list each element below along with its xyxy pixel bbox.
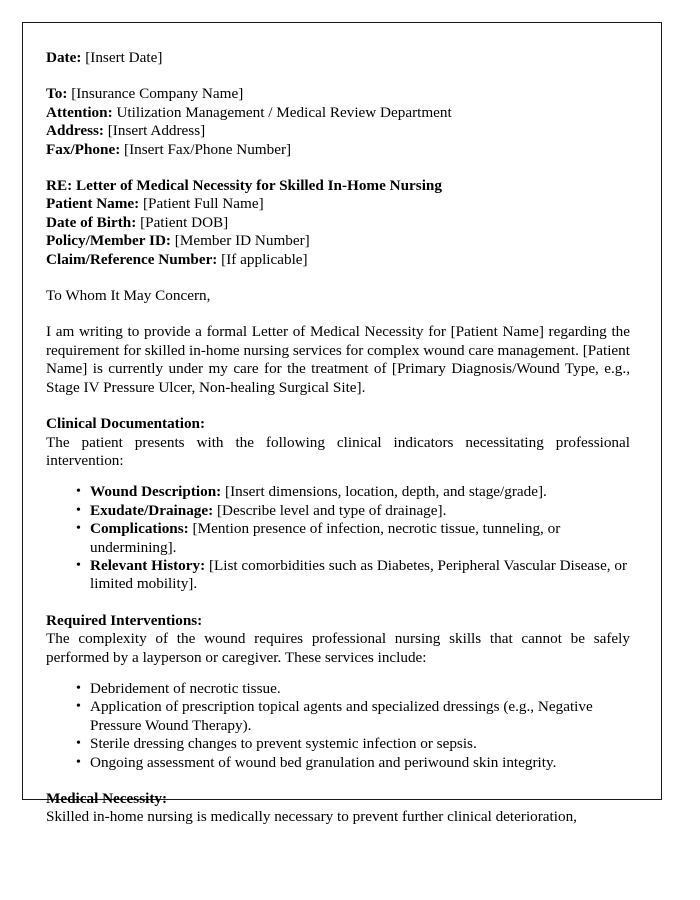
list-item — [90, 483, 630, 501]
recipient-attention-row — [46, 104, 630, 122]
list-item-lead: Relevant History: — [90, 556, 206, 574]
date-label: Date: — [46, 49, 82, 66]
spacer — [46, 470, 630, 483]
list-item-text: [Mention presence of infection, necrotic tissue, tunneling, or undermining]. — [90, 520, 561, 556]
section-intro-required-interventions: The complexity of the wound requires professional nursing skills that cannot be safely performed by a layperson or caregiver. These services include: — [46, 630, 630, 666]
patient-policy-value: [Member ID Number] — [174, 232, 310, 250]
subject-patient-block — [46, 177, 630, 269]
spacer — [46, 269, 630, 287]
clinical-indicators-list — [46, 483, 630, 593]
date-value: [Insert Date] — [85, 49, 163, 66]
patient-policy-row — [46, 232, 630, 250]
list-item-text: Application of prescription topical agents and specialized dressings (e.g., Negative Pressure Wound Therapy). — [90, 698, 593, 734]
recipient-address-row — [46, 122, 630, 140]
recipient-address-label: Address: — [46, 122, 104, 140]
list-item-text: [Describe level and type of drainage]. — [213, 501, 447, 519]
intro-paragraph: I am writing to provide a formal Letter of Medical Necessity for [Patient Name] regarding the requirement for skilled in-home nursing services for complex wound care management. [Patient Name] is currently under my care for the treatment of [Primary Diagnosis/Wound Type, e.g., Stage IV Pressure Ulcer, Non-healing Surgical Site]. — [46, 323, 630, 396]
patient-dob-row — [46, 214, 630, 232]
document-page — [22, 22, 662, 826]
recipient-faxphone-value: [Insert Fax/Phone Number] — [124, 140, 292, 158]
list-item-lead: Exudate/Drainage: — [90, 501, 214, 519]
recipient-faxphone-row — [46, 141, 630, 159]
list-item — [90, 520, 630, 557]
recipient-attention-value: Utilization Management / Medical Review Department — [116, 103, 452, 121]
list-item — [90, 735, 630, 753]
spacer — [46, 305, 630, 323]
recipient-to-row — [46, 85, 630, 103]
section-intro-clinical-documentation: The patient presents with the following clinical indicators necessitating professional intervention: — [46, 433, 630, 469]
list-item-lead: Complications: — [90, 520, 189, 538]
spacer — [46, 397, 630, 415]
recipient-address-value: [Insert Address] — [107, 122, 206, 140]
list-item — [90, 557, 630, 594]
spacer — [46, 772, 630, 790]
section-heading-clinical-documentation: Clinical Documentation: — [46, 415, 206, 433]
list-item — [90, 698, 630, 735]
recipient-attention-label: Attention: — [46, 103, 113, 121]
patient-name-label: Patient Name: — [46, 195, 140, 213]
patient-dob-value: [Patient DOB] — [140, 213, 229, 231]
list-item-text: Ongoing assessment of wound bed granulation and periwound skin integrity. — [90, 753, 557, 771]
subject-line: RE: Letter of Medical Necessity for Skilled In-Home Nursing — [46, 177, 442, 195]
patient-name-row — [46, 195, 630, 213]
list-item-lead: Wound Description: — [90, 483, 222, 501]
patient-policy-label: Policy/Member ID: — [46, 232, 171, 250]
spacer — [46, 667, 630, 680]
list-item-text: [Insert dimensions, location, depth, and stage/grade]. — [221, 483, 547, 501]
recipient-block — [46, 85, 630, 159]
section-text-medical-necessity: Skilled in-home nursing is medically necessary to prevent further clinical deterioration, — [46, 808, 577, 826]
section-heading-medical-necessity: Medical Necessity: — [46, 790, 168, 807]
patient-claim-row — [46, 251, 630, 269]
salutation: To Whom It May Concern, — [46, 287, 211, 305]
list-item-text: Debridement of necrotic tissue. — [90, 679, 281, 697]
date-field — [46, 49, 630, 67]
patient-dob-label: Date of Birth: — [46, 213, 137, 231]
spacer — [46, 67, 630, 85]
list-item — [90, 754, 630, 772]
patient-claim-value: [If applicable] — [221, 250, 308, 268]
recipient-to-value: [Insurance Company Name] — [71, 85, 244, 103]
document-body — [46, 49, 630, 827]
list-item — [90, 680, 630, 698]
required-interventions-list — [46, 680, 630, 772]
spacer — [46, 159, 630, 177]
spacer — [46, 594, 630, 612]
recipient-faxphone-label: Fax/Phone: — [46, 140, 121, 158]
list-item-text: [List comorbidities such as Diabetes, Peripheral Vascular Disease, or limited mobility]. — [90, 556, 628, 593]
patient-name-value: [Patient Full Name] — [143, 195, 264, 213]
recipient-to-label: To: — [46, 85, 68, 103]
patient-claim-label: Claim/Reference Number: — [46, 250, 218, 268]
list-item-text: Sterile dressing changes to prevent systemic infection or sepsis. — [90, 735, 477, 753]
list-item — [90, 502, 630, 520]
section-heading-required-interventions: Required Interventions: — [46, 611, 203, 629]
